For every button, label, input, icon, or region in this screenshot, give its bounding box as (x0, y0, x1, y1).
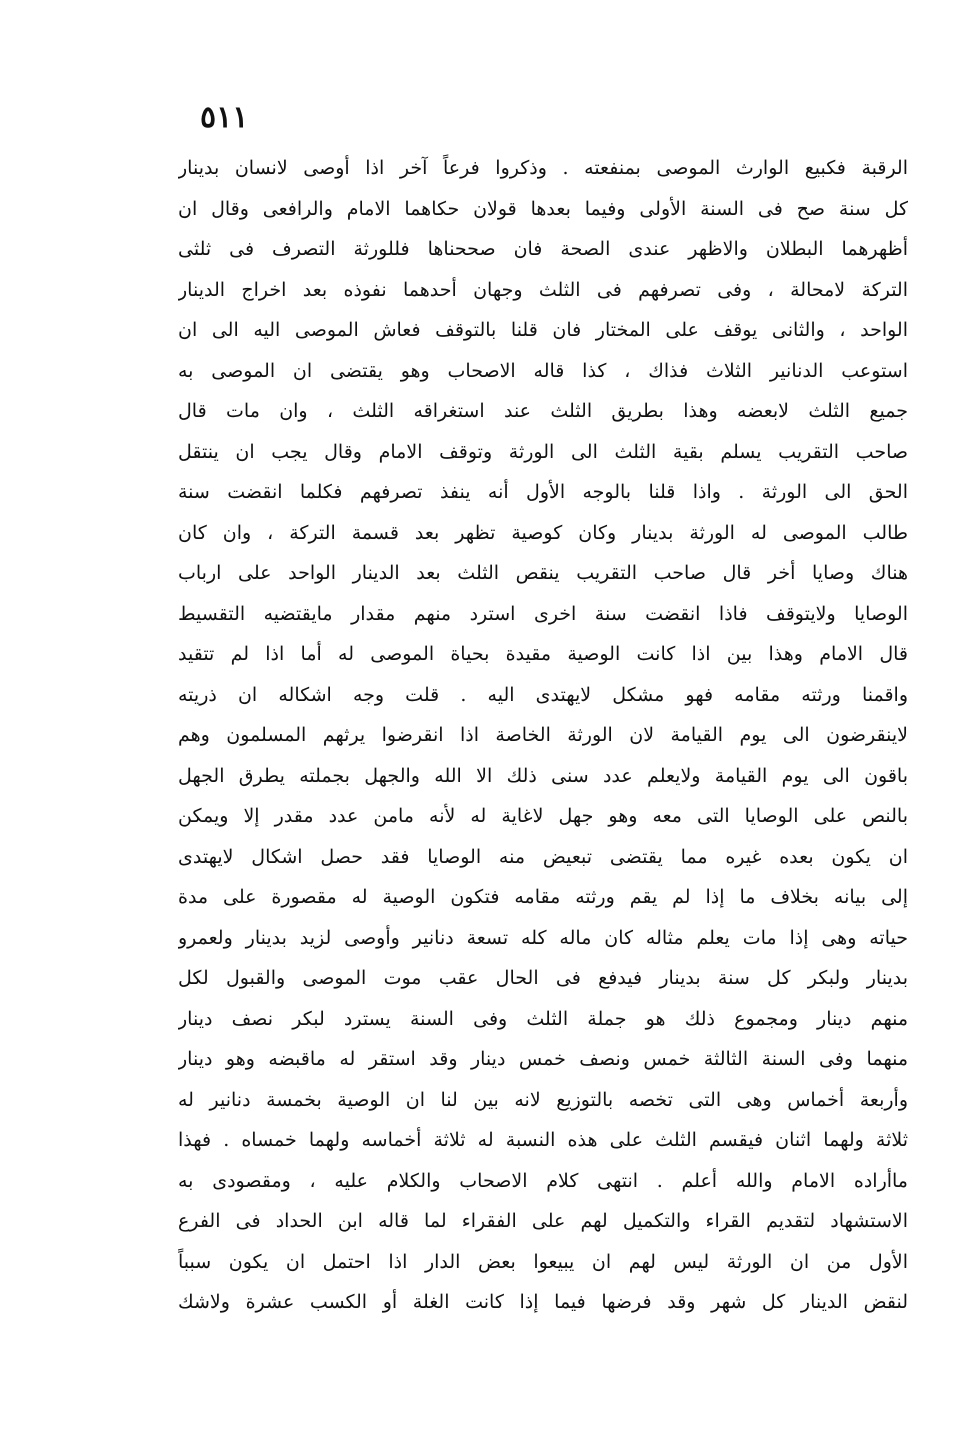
text-line: أظهرهما البطلان والاظهر عندى الصحة فان صححناها فللورثة التصرف فى ثلثى (178, 238, 908, 260)
text-line: إلى بيانه بخلاف ما إذا لم يقم ورثته مقامه فتكون الوصية له مقصورة على مدة (178, 886, 908, 908)
text-line: كل سنة صح فى السنة الأولى وفيما بعدها قولان حكاهما الامام والرافعى وقال ان (178, 197, 908, 220)
text-line: صاحب التقريب يسلم بقية الثلث الى الورثة وتوقف الامام وقال يجب ان ينتقل (178, 440, 908, 463)
text-line: لاينقرضون الى يوم القيامة لان الورثة الخاصة اذا انقرضوا يرثهم المسلمون وهم (178, 724, 908, 746)
text-line: الرقبة فكبيع الوارث الموصى بمنفعته . وذكروا فرعاً آخر اذا أوصى لانسان بدينار (178, 157, 908, 179)
text-line: الواحد ، والثانى يوقف على المختار فان قلنا بالتوقف فعاش الموصى اليه الى ان (178, 319, 908, 341)
text-line: قال الامام وهذا بين اذا كانت الوصية مقيدة بحياة الموصى له أما اذا لم تتقيد (178, 643, 908, 665)
text-line: ماأراده الامام والله أعلم . انتهى كلام الاصحاب والكلام عليه ، ومقصودى به (178, 1169, 908, 1192)
text-line: هناك وصايا أخر قال صاحب التقريب ينقص الثلث بعد الدينار الواحد على ارباب (178, 562, 908, 584)
text-line: ثلاثة ولهما اثنان فيقسم الثلث على هذه النسبة له ثلاثة أخماسه ولهما خمساه . فهذا (178, 1129, 908, 1151)
text-line: بالنص على الوصايا التى معه وهو جهل لاغاية له لأنه مامن عدد مقدر إلا ويمكن (178, 805, 908, 827)
text-line: منهما وفى السنة الثالثة خمس ونصف خمس دينار وقد استقر له ماقبضه وهو دينار (178, 1048, 908, 1070)
text-line: جميع الثلث لابعضه وهذا بطريق الثلث عند استغراقه الثلث ، وان مات قال (178, 400, 908, 422)
text-line: حياته وهى إذا مات يعلم مثاله كان ماله كله تسعة دنانير وأوصى لزيد بدينار ولعمرو (178, 926, 908, 949)
text-line: باقون الى يوم القيامة ولايعلم عدد سنى ذلك الا الله والجهل بجملته يطرق الجهل (178, 764, 908, 787)
text-line: واقمنا ورثته مقامه فهو مشكل لايهتدى اليه . قلت وجه اشكاله ان ذريته (178, 683, 908, 706)
text-line: الأول من ان الورثة ليس لهم ان يبيعوا بعض الدار اذا احتمل ان يكون سبباً (178, 1250, 908, 1273)
text-line: ان يكون بعده غيره مما يقتضى تبعيض منه الوصايا فقد حصل اشكال لايهتدى (178, 845, 908, 868)
text-line: الوصايا ولايتوقف فاذا انقضت سنة اخرى استرد منهم مقدار مايقتضيه التقسيط (178, 602, 908, 625)
page-number: ٥١١ (200, 100, 249, 135)
body-text (178, 148, 908, 1323)
text-line: الحق الى الورثة . واذا قلنا بالوجه الأول أنه ينفذ تصرفهم فكلما انقضت سنة (178, 481, 908, 503)
text-line: بدينار ولبكر كل سنة بدينار فيدفع فى الحال عقب موت الموصى والقبول لكل (178, 967, 908, 989)
text-line: طالب الموصى له الورثة بدينار وكان كوصية تظهر بعد قسمة التركة ، وان كان (178, 521, 908, 544)
text-line: استوعب الدنانير الثلاث فذاك ، كذا قاله الاصحاب وهو يقتضى ان الموصى به (178, 359, 908, 382)
text-line: التركة لامحالة ، وفى تصرفهم فى الثلث وجهان أحدهما نفوذه بعد اخراج الدينار (178, 278, 908, 301)
text-line: منهم دينار ومجموع ذلك هو جملة الثلث وفى السنة يسترد لبكر نصف دينار (178, 1007, 908, 1030)
text-line: الاستشهاد لتقديم القراء والتكميل لهم على الفقراء لما قاله ابن الحداد فى الفرع (178, 1210, 908, 1232)
text-line: لنقض الدينار كل شهر وقد فرضها فيما إذا كانت الغلة أو الكسب عشرة ولاشك (178, 1291, 908, 1313)
text-line: وأربعة أخماس وهى التى تخصه بالتوزيع لانه بين لنا ان الوصية بخمسة دنانير له (178, 1088, 908, 1111)
